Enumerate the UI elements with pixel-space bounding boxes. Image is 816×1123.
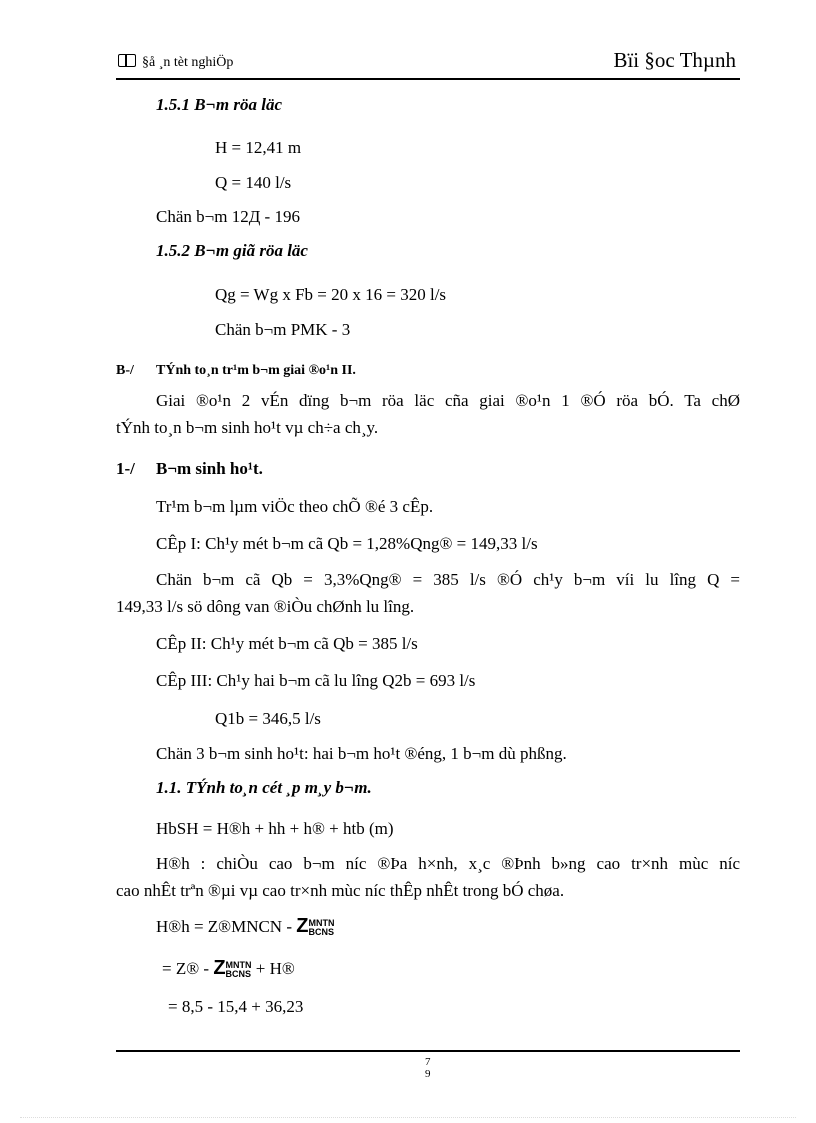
paragraph-line: Tr¹m b¬m lµm viÖc theo chÕ ®é 3 cÊp. (156, 497, 434, 516)
paragraph-line: CÊp II: Ch¹y mét b¬m cã Qb = 385 l/s (156, 634, 418, 653)
paragraph-line: Chän 3 b¬m sinh ho¹t: hai b¬m ho¹t ®éng, 1 b¬m dù phßng. (156, 744, 567, 763)
formula-q1b: Q1b = 346,5 l/s (215, 709, 321, 728)
paragraph-line: CÊp I: Ch¹y mét b¬m cã Qb = 1,28%Qng® = 149,33 l/s (156, 534, 538, 553)
page-border (20, 1117, 796, 1118)
paragraph-line: tÝnh to¸n b¬m sinh ho¹t vµ ch÷a ch¸y. (116, 418, 379, 437)
equation-line: H®h = Z®MNCN - ZMNTN BCNS (156, 915, 335, 938)
pump-choice: Chän b¬m 12Д - 196 (156, 207, 300, 226)
section-heading: B¬m sinh ho¹t. (156, 459, 263, 478)
section-heading: TÝnh to¸n tr¹m b¬m giai ®o¹n II. (156, 363, 356, 378)
footer-rule (116, 1050, 740, 1052)
header-left (118, 54, 233, 71)
book-icon (118, 54, 136, 67)
formula-h: H = 12,41 m (215, 138, 302, 157)
formula-q: Q = 140 l/s (215, 173, 292, 192)
section-number: 1-/ (116, 459, 135, 478)
author-name: Bïi §oc Thµnh (613, 48, 736, 72)
section-heading: 1.5.1 B¬m röa läc (156, 95, 282, 114)
paragraph-line: Giai ®o¹n 2 vÉn dïng b¬m röa läc cña giai ®o¹n 1 ®Ó röa bÓ. Ta chØ (156, 391, 740, 410)
paragraph-line: Chän b¬m cã Qb = 3,3%Qng® = 385 l/s ®Ó ch¹y b¬m víi lu lîng Q = (156, 570, 740, 589)
equation-line: = 8,5 - 15,4 + 36,23 (168, 997, 304, 1016)
page-number: 7 9 (425, 1056, 431, 1080)
paragraph-line: cao nhÊt trªn ®µi vµ cao tr×nh mùc níc thÊp nhÊt trong bÓ chøa. (116, 881, 565, 900)
paragraph-line: 149,33 l/s sö dông van ®iÒu chØnh lu lîng. (116, 597, 415, 616)
section-heading: 1.5.2 B¬m giã röa läc (156, 241, 308, 260)
formula-head: HbSH = H®h + hh + h® + htb (m) (156, 819, 394, 838)
header-rule (116, 78, 740, 80)
equation-line: = Z® - ZMNTN BCNS + H® (162, 957, 295, 980)
paragraph-line: CÊp III: Ch¹y hai b¬m cã lu lîng Q2b = 693 l/s (156, 671, 476, 690)
formula-qg: Qg = Wg x Fb = 20 x 16 = 320 l/s (215, 285, 447, 304)
section-number: B-/ (116, 363, 134, 378)
pump-choice: Chän b¬m PMK - 3 (215, 320, 351, 339)
paragraph-line: H®h : chiÒu cao b¬m níc ®Þa h×nh, x¸c ®Þnh b»ng cao tr×nh mùc níc (156, 854, 740, 873)
section-heading: 1.1. TÝnh to¸n cét ¸p m¸y b¬m. (156, 778, 372, 797)
document-title: §å ¸n tèt nghiÖp (142, 55, 234, 70)
